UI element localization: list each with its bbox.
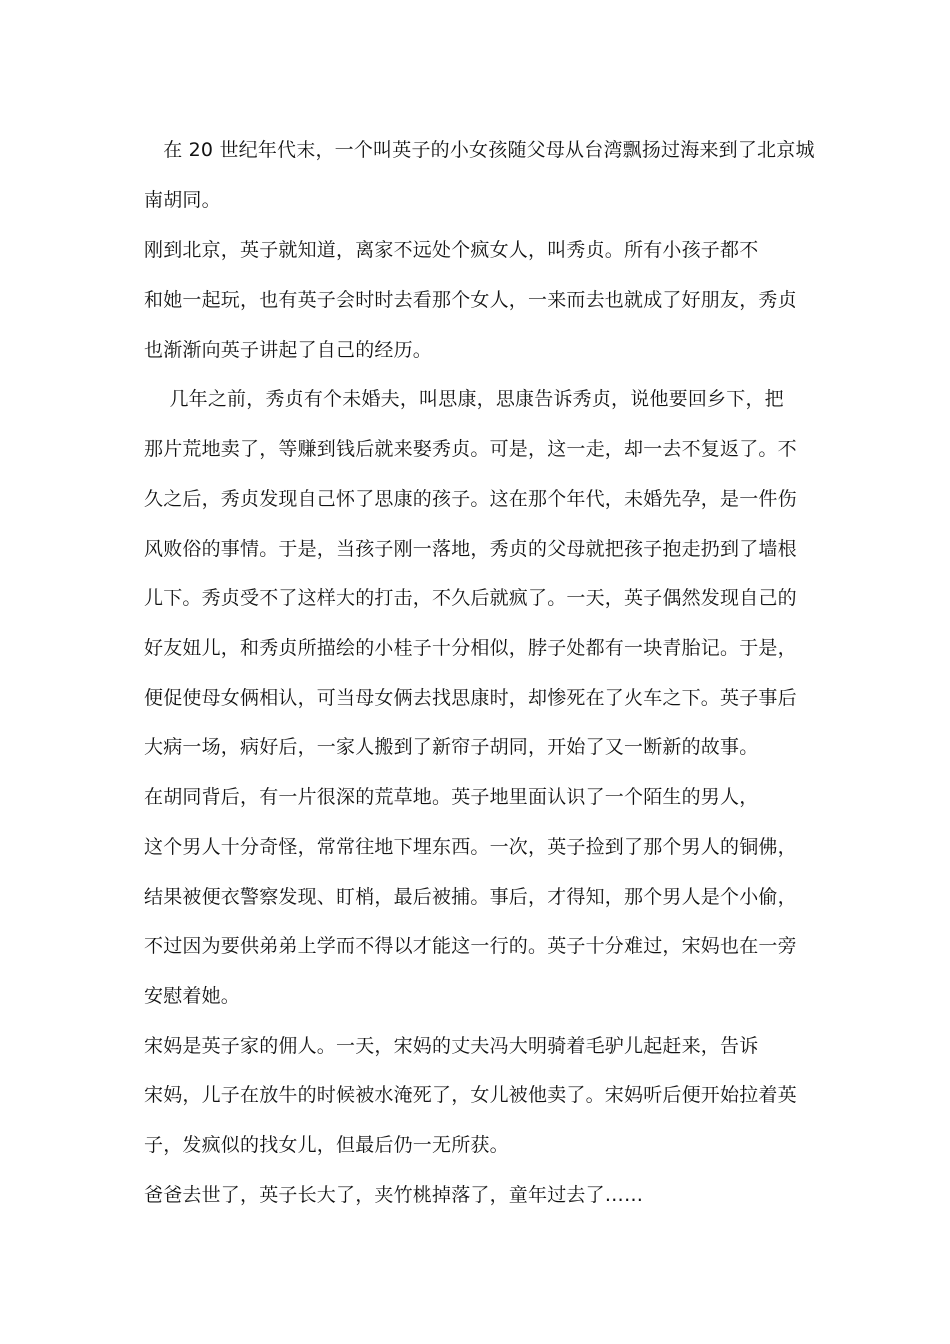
text-line: 爸爸去世了，英子长大了，夹竹桃掉落了，童年过去了…… (144, 1184, 644, 1206)
text-line: 南胡同。 (144, 189, 221, 211)
text-line: 宋妈是英子家的佣人。一天，宋妈的丈夫冯大明骑着毛驴儿起赶来，告诉 (144, 1035, 759, 1057)
text-line: 久之后，秀贞发现自己怀了思康的孩子。这在那个年代，未婚先孕，是一件伤 (144, 488, 797, 510)
text-line: 在胡同背后，有一片很深的荒草地。英子地里面认识了一个陌生的男人， (144, 786, 759, 808)
text-line: 儿下。秀贞受不了这样大的打击，不久后就疯了。一天，英子偶然发现自己的 (144, 587, 797, 609)
text-line: 安慰着她。 (144, 985, 241, 1007)
text-line: 好友妞儿，和秀贞所描绘的小桂子十分相似，脖子处都有一块青胎记。于是， (144, 637, 797, 659)
text-line: 也渐渐向英子讲起了自己的经历。 (144, 339, 433, 361)
text-line: 便促使母女俩相认，可当母女俩去找思康时，却惨死在了火车之下。英子事后 (144, 687, 797, 709)
text-line: 不过因为要供弟弟上学而不得以才能这一行的。英子十分难过，宋妈也在一旁 (144, 935, 797, 957)
text-line: 大病一场，病好后，一家人搬到了新帘子胡同，开始了又一断新的故事。 (144, 736, 759, 758)
text-line: 在 20 世纪年代末，一个叫英子的小女孩随父母从台湾飘扬过海来到了北京城 (144, 139, 815, 161)
text-line: 刚到北京，英子就知道，离家不远处个疯女人，叫秀贞。所有小孩子都不 (144, 239, 759, 261)
text-line: 这个男人十分奇怪，常常往地下埋东西。一次，英子捡到了那个男人的铜佛， (144, 836, 797, 858)
text-line: 风败俗的事情。于是，当孩子刚一落地，秀贞的父母就把孩子抱走扔到了墙根 (144, 538, 797, 560)
text-line: 宋妈，儿子在放牛的时候被水淹死了，女儿被他卖了。宋妈听后便开始拉着英 (144, 1084, 797, 1106)
text-line: 子，发疯似的找女儿，但最后仍一无所获。 (144, 1134, 509, 1156)
text-line: 几年之前，秀贞有个未婚夫，叫思康，思康告诉秀贞，说他要回乡下，把 (144, 388, 784, 410)
text-line: 和她一起玩，也有英子会时时去看那个女人，一来而去也就成了好朋友，秀贞 (144, 289, 797, 311)
text-line: 结果被便衣警察发现、盯梢，最后被捕。事后，才得知，那个男人是个小偷， (144, 886, 797, 908)
text-line: 那片荒地卖了，等赚到钱后就来娶秀贞。可是，这一走，却一去不复返了。不 (144, 438, 797, 460)
